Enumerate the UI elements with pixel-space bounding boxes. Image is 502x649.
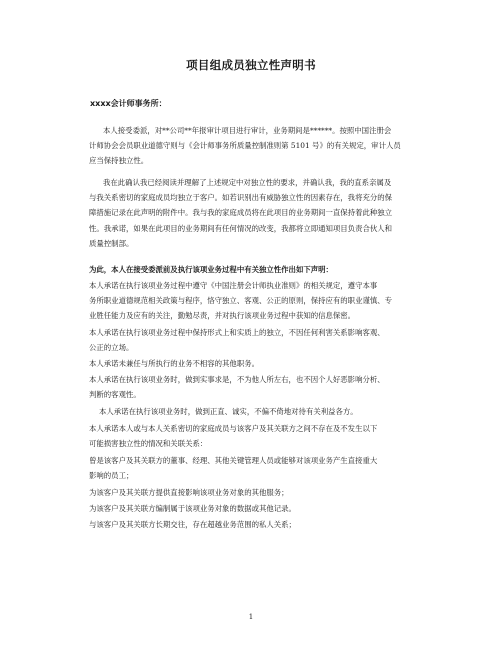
item-1-line-1: 曾是该客户及其关联方的董事、经理、其他关键管理人员或能够对该项业务产生直接重大 bbox=[89, 456, 378, 465]
statement-6-line-2: 可能损害独立性的情况和关联关系： bbox=[89, 439, 208, 449]
statement-1-line-1: 本人承诺在执行该项业务过程中遵守《中国注册会计师执业准则》的相关规定，遵守本事 bbox=[89, 281, 378, 290]
document-title: 项目组成员独立性声明书 bbox=[186, 58, 316, 72]
statement-5 bbox=[89, 404, 415, 419]
page-number: 1 bbox=[248, 613, 254, 621]
intro-paragraph bbox=[89, 123, 415, 169]
statement-1-line-2: 务所职业道德规范相关政策与程序，恪守独立、客观、公正的原则，保持应有的职业谨慎、专 bbox=[89, 296, 393, 306]
confirm-line-2: 与我关系密切的家庭成员均独立于客户。如若识别出有威胁独立性的因素存在，我将充分的保 bbox=[89, 193, 393, 203]
statement-2-line-1: 本人承诺在执行该项业务过程中保持形式上和实质上的独立，不因任何利害关系影响客观、 bbox=[89, 328, 385, 337]
item-3-line-1: 为该客户及其关联方编制属于该项业务对象的数据或其他记录。 bbox=[89, 504, 296, 513]
item-2 bbox=[89, 485, 415, 500]
item-4 bbox=[89, 517, 415, 532]
statement-6-line-1: 本人承诺本人或与本人关系密切的家庭成员与该客户及其关联方之间不存在及不发生以下 bbox=[89, 424, 378, 433]
item-1-line-2: 影响的员工； bbox=[89, 471, 134, 481]
confirm-line-3: 障措施记录在此声明的附件中。我与我的家庭成员将在此项目的业务期间一直保持着此种独立 bbox=[89, 208, 393, 218]
statement-4-line-1: 本人承诺在执行该项业务时，做到实事求是，不为他人所左右，也不因个人好恶影响分析、 bbox=[89, 375, 385, 384]
item-4-line-1: 与该客户及其关联方长期交往，存在超越业务范围的私人关系； bbox=[89, 520, 296, 529]
addressee-line: xxxx会计师事务所： bbox=[90, 99, 167, 108]
statement-4-line-2: 判断的客观性。 bbox=[89, 390, 141, 400]
item-2-line-1: 为该客户及其关联方提供直接影响该项业务对象的其他服务； bbox=[89, 488, 289, 497]
statement-6 bbox=[89, 421, 415, 451]
intro-line-3: 应当保持独立性。 bbox=[89, 156, 149, 166]
intro-line-1: 本人接受委派，对**公司**年报审计项目进行审计，业务期间是******。按照中国注册会 bbox=[103, 126, 392, 135]
confirm-paragraph bbox=[89, 175, 415, 251]
confirm-line-4: 性。我承诺，如果在此项目的业务期间有任何情况的改变，我都将立即通知项目负责合伙人和 bbox=[89, 223, 393, 233]
statement-2 bbox=[89, 325, 415, 355]
statement-3 bbox=[89, 356, 415, 371]
item-1 bbox=[89, 453, 415, 483]
item-3 bbox=[89, 501, 415, 516]
statement-2-line-2: 公正的立场。 bbox=[89, 343, 134, 353]
statement-3-line-1: 本人承诺未兼任与所执行的业务不相容的其他职务。 bbox=[89, 359, 259, 368]
statement-1-line-3: 业胜任能力及应有的关注，勤勉尽责，并对执行该项业务过程中获知的信息保密。 bbox=[89, 311, 356, 321]
statement-1 bbox=[89, 278, 415, 324]
confirm-line-5: 质量控制部。 bbox=[89, 238, 134, 248]
statement-5-line-1: 本人承诺在执行该项业务时，做到正直、诚实，不偏不倚地对待有关利益各方。 bbox=[99, 407, 358, 416]
confirm-line-1: 我在此确认我已经阅读并理解了上述规定中对独立性的要求，并确认我，我的直系亲属及 bbox=[103, 178, 392, 187]
section-heading: 为此，本人在接受委派前及执行该项业务过程中有关独立性作出如下声明： bbox=[89, 265, 333, 274]
statement-4 bbox=[89, 372, 415, 402]
intro-line-2: 计师协会会员职业道德守则与《会计师事务所质量控制准则第 5101 号》的有关规定，审计人员 bbox=[89, 141, 401, 151]
